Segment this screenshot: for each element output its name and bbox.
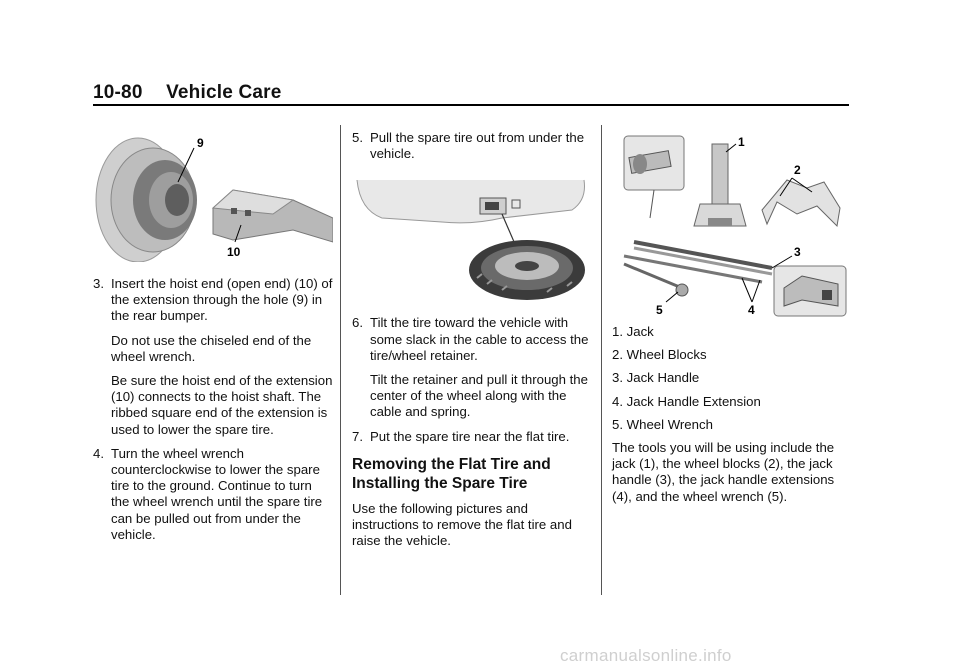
page-number: 10-80 xyxy=(93,82,143,103)
tools-figure xyxy=(612,130,852,318)
step-3 xyxy=(93,276,333,325)
intro-paragraph: Use the following pictures and instructions to remove the flat tire and raise the vehicle. xyxy=(352,500,572,549)
column-3 xyxy=(612,130,852,511)
step-3-note-2: Be sure the hoist end of the extension (10) connects to the hoist shaft. The ribbed square end of the extension is used to lower the spare tire. xyxy=(111,373,333,437)
column-divider-2 xyxy=(601,125,602,595)
callout-9: 9 xyxy=(197,136,204,150)
header-rule xyxy=(93,104,849,106)
tool-item-jack-handle: 3. Jack Handle xyxy=(612,370,700,386)
step-number: 6. xyxy=(352,315,363,331)
step-text: Insert the hoist end (open end) (10) of the extension through the hole (9) in the rear bumper. xyxy=(111,276,333,324)
step-text: Put the spare tire near the flat tire. xyxy=(370,428,570,444)
page-header xyxy=(93,82,282,104)
column-divider-1 xyxy=(340,125,341,595)
step-4 xyxy=(93,446,333,543)
step-text: Turn the wheel wrench counterclockwise to lower the spare tire to the ground. Continue to turn the wheel wrench until the spare tire can be pulled out from under the vehicle. xyxy=(111,445,323,542)
tool-item-wheel-wrench: 5. Wheel Wrench xyxy=(612,416,713,432)
section-heading: Removing the Flat Tire and Installing the Spare Tire xyxy=(352,455,551,492)
tools-summary: The tools you will be using include the jack (1), the wheel blocks (2), the jack handle (3), the jack handle extensions (4), and the wheel wrench (5). xyxy=(612,440,835,504)
step-text: Tilt the tire toward the vehicle with some slack in the cable to access the tire/wheel retainer. xyxy=(370,315,589,363)
watermark: carmanualsonline.info xyxy=(560,646,732,665)
step-number: 3. xyxy=(93,276,104,291)
hoist-figure xyxy=(93,130,333,262)
step-5 xyxy=(352,130,592,162)
callout-1: 1 xyxy=(738,135,745,149)
callout-5: 5 xyxy=(656,303,663,317)
step-text: Pull the spare tire out from under the vehicle. xyxy=(370,130,585,162)
callout-2: 2 xyxy=(794,163,801,177)
step-6-note: Tilt the retainer and pull it through the center of the wheel along with the cable and spring. xyxy=(370,372,588,420)
callout-10: 10 xyxy=(227,245,241,259)
tool-item-wheel-blocks: 2. Wheel Blocks xyxy=(612,347,707,363)
step-3-note-1: Do not use the chiseled end of the wheel wrench. xyxy=(111,332,312,364)
step-7 xyxy=(352,429,592,445)
step-6 xyxy=(352,315,592,364)
spare-tire-figure xyxy=(352,170,592,305)
callout-3: 3 xyxy=(794,245,801,259)
step-number: 5. xyxy=(352,130,363,145)
step-number: 4. xyxy=(93,445,104,461)
column-2 xyxy=(352,130,592,555)
tool-item-jack-handle-extension: 4. Jack Handle Extension xyxy=(612,393,761,409)
callout-4: 4 xyxy=(748,303,755,317)
section-title: Vehicle Care xyxy=(166,82,282,103)
tool-item-jack: 1. Jack xyxy=(612,324,654,339)
step-number: 7. xyxy=(352,428,363,444)
column-1 xyxy=(93,130,333,551)
